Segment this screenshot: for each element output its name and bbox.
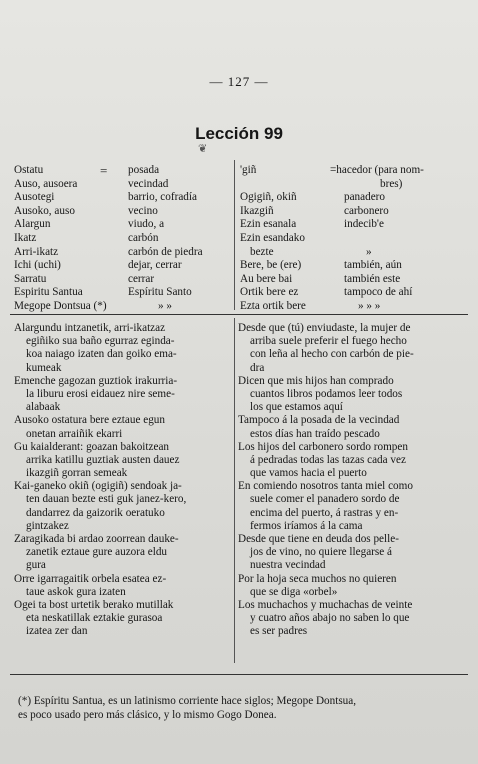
- vocab-translation: también este: [344, 272, 401, 285]
- sentence-line: con leña al hecho con carbón de pie-: [250, 348, 414, 361]
- sentence-line: que vamos hacia el puerto: [250, 467, 367, 480]
- vocab-translation: =hacedor (para nom-: [330, 164, 424, 176]
- vocab-term: Sarratu: [14, 272, 47, 285]
- basque-sentences: [14, 322, 232, 639]
- footnote-line: es poco usado pero más clásico, y lo mismo Gogo Donea.: [18, 709, 277, 721]
- vocab-term: Ortik bere ez: [240, 286, 299, 299]
- vocab-term: Arri-ikatz: [14, 245, 59, 258]
- footnote: [18, 694, 468, 722]
- vocab-term: Ikatz: [14, 231, 37, 244]
- sentence-line: suele comer el panadero sordo de: [250, 493, 400, 506]
- sentence-line: gintzakez: [26, 519, 69, 532]
- sentence-line: Gu kaialderant: goazan bakoitzean: [14, 440, 169, 453]
- vocab-translation: carbón de piedra: [128, 245, 203, 258]
- sentence-item: [14, 533, 232, 573]
- sentence-item: [14, 599, 232, 639]
- sentence-line: zanetik eztaue gure auzora eldu: [26, 546, 168, 559]
- sentence-item: [238, 375, 468, 415]
- sentence-line: arriba suele preferir el fuego hecho: [250, 335, 407, 348]
- sentence-line: Alargundu intzanetik, arri-ikatzaz: [14, 322, 166, 334]
- vocab-translation: Espíritu Santo: [128, 286, 192, 299]
- sentence-item: [238, 480, 468, 533]
- sentence-line: cuantos libros podamos leer todos: [250, 387, 403, 400]
- sentence-line: koa naiago izaten dan goiko ema-: [26, 348, 177, 361]
- sentence-line: dandarrez da gaizorik oeratuko: [26, 506, 165, 519]
- vocab-term: 'giñ: [240, 164, 257, 176]
- lesson-title: Lección 99: [195, 124, 283, 143]
- sentence-line: es ser padres: [250, 625, 308, 638]
- sentence-line: fermos iríamos á la cama: [250, 519, 363, 532]
- vocab-translation: »: [366, 245, 372, 258]
- sentence-item: [14, 414, 232, 440]
- sentence-line: jos de vino, no quiere llegarse á: [250, 546, 392, 559]
- sentence-line: Tampoco á la posada de la vecindad: [238, 414, 400, 427]
- vocab-translation: carbonero: [344, 204, 389, 217]
- sentence-line: Emenche gagozan guztiok irakurria-: [14, 374, 178, 387]
- sentence-line: Los muchachos y muchachas de veinte: [238, 598, 413, 611]
- vocab-equals-sign: =: [100, 163, 108, 178]
- section-rule: [10, 314, 468, 315]
- sentence-line: Los hijos del carbonero sordo rompen: [238, 440, 408, 453]
- vocab-translation: vecindad: [128, 177, 169, 190]
- vocab-term: Ezin esandako: [240, 231, 305, 244]
- sentence-line: que se diga «orbel»: [250, 585, 338, 598]
- sentence-item: [14, 375, 232, 415]
- vocab-translation: tampoco de ahí: [344, 286, 413, 299]
- vocab-translation: carbón: [128, 231, 159, 244]
- sentence-line: ten dauan bezte esti guk janez-kero,: [26, 493, 187, 506]
- vocab-term: Ausotegi: [14, 191, 55, 204]
- vocab-term: Auso, ausoera: [14, 177, 78, 190]
- sentence-line: dra: [250, 361, 265, 374]
- vocab-translation: [330, 232, 470, 246]
- sentence-item: [14, 573, 232, 599]
- sentence-item: [238, 414, 468, 440]
- sentence-line: taue askok gura izaten: [26, 585, 126, 598]
- vocab-translation: posada: [128, 164, 160, 176]
- sentence-line: los que estamos aquí: [250, 401, 343, 414]
- sentence-line: Orre igarragaitik orbela esatea ez-: [14, 572, 167, 585]
- sentence-line: onetan arraiñik ekarri: [26, 427, 123, 440]
- vocab-translation: dejar, cerrar: [128, 259, 182, 272]
- vocab-translation: panadero: [344, 191, 385, 204]
- vocab-term: Ikazgiñ: [240, 204, 274, 217]
- sentence-item: [14, 322, 232, 375]
- vocab-left-basque: [14, 164, 120, 314]
- vocab-term: Ogigiñ, okiñ: [240, 191, 297, 204]
- vocab-term: Ostatu: [14, 164, 44, 176]
- vocab-translation: indecib'e: [344, 218, 384, 231]
- vocab-term: [240, 178, 332, 192]
- sentence-line: Zaragikada bi ardao zoorrean dauke-: [14, 533, 179, 545]
- sentence-line: Ausoko ostatura bere eztaue egun: [14, 414, 165, 427]
- vocab-term: Espiritu Santua: [14, 286, 83, 299]
- sentence-line: á pedradas todas las tazas cada vez: [250, 453, 406, 466]
- sentence-item: [238, 441, 468, 481]
- sentence-line: alabaak: [26, 401, 61, 414]
- vocab-term: Ezta ortik bere: [240, 299, 306, 312]
- sentence-item: [238, 322, 468, 375]
- sentences-column-divider: [234, 318, 235, 663]
- vocab-translation: viudo, a: [128, 218, 165, 231]
- sentence-item: [238, 599, 468, 639]
- spanish-sentences: [238, 322, 468, 639]
- sentence-line: Desde que (tú) enviudaste, la mujer de: [238, 322, 411, 334]
- vocab-translation: cerrar: [128, 272, 155, 285]
- sentence-line: Dicen que mis hijos han comprado: [238, 374, 394, 387]
- sentence-line: Kai-ganeko okiñ (ogigiñ) sendoak ja-: [14, 480, 182, 493]
- ornament-icon: ❦: [198, 143, 208, 155]
- vocab-right-spanish: [330, 164, 470, 314]
- vocab-right-basque: [240, 164, 332, 314]
- vocab-translation: bres): [380, 177, 403, 190]
- vocab-term: Megope Dontsua (*): [14, 299, 107, 312]
- sentence-item: [14, 480, 232, 533]
- vocab-translation: también, aún: [344, 259, 402, 272]
- sentence-line: arrika katillu guztiak austen dauez: [26, 453, 180, 466]
- sentence-item: [238, 533, 468, 573]
- sentence-line: y cuatro años abajo no saben lo que: [250, 612, 410, 625]
- footnote-line: (*) Espíritu Santua, es un latinismo corriente hace siglos; Megope Dontsua,: [18, 695, 357, 707]
- sentence-line: egiñiko sua baño egurraz eginda-: [26, 335, 175, 348]
- sentence-line: Por la hoja seca muchos no quieren: [238, 572, 397, 585]
- sentence-line: Desde que tiene en deuda dos pelle-: [238, 533, 399, 545]
- sentence-line: En comiendo nosotros tanta miel como: [238, 480, 413, 493]
- sentence-line: ikazgiñ gorran semeak: [26, 467, 128, 480]
- sentence-line: Ogei ta bost urtetik berako mutillak: [14, 598, 174, 611]
- vocab-translation: » » »: [358, 299, 381, 312]
- vocab-term: bezte: [250, 245, 274, 258]
- footnote-rule: [10, 674, 468, 675]
- sentence-line: encima del puerto, á rastras y en-: [250, 506, 399, 519]
- vocab-translation: barrio, cofradía: [128, 191, 197, 204]
- page-number: — 127 —: [209, 74, 269, 89]
- sentence-line: gura: [26, 559, 46, 572]
- vocab-translation: vecino: [128, 204, 158, 217]
- sentence-line: kumeak: [26, 361, 62, 374]
- vocab-column-divider: [234, 160, 235, 310]
- sentence-line: estos días han traído pescado: [250, 427, 380, 440]
- vocab-translation: » »: [158, 299, 172, 312]
- sentence-line: nuestra vecindad: [250, 559, 326, 572]
- vocab-term: Ausoko, auso: [14, 204, 75, 217]
- sentence-line: eta neskatillak eztakie gurasoa: [26, 612, 163, 625]
- sentence-item: [238, 573, 468, 599]
- sentence-line: la liburu erosi eidauez nire seme-: [26, 387, 175, 400]
- vocab-term: Alargun: [14, 218, 51, 231]
- vocab-term: Au bere bai: [240, 272, 293, 285]
- vocab-term: Bere, be (ere): [240, 259, 302, 272]
- sentence-item: [14, 441, 232, 481]
- vocab-left-spanish: [128, 164, 238, 314]
- sentence-line: izatea zer dan: [26, 625, 88, 638]
- vocab-term: Ichi (uchi): [14, 259, 61, 272]
- vocab-term: Ezin esanala: [240, 218, 297, 231]
